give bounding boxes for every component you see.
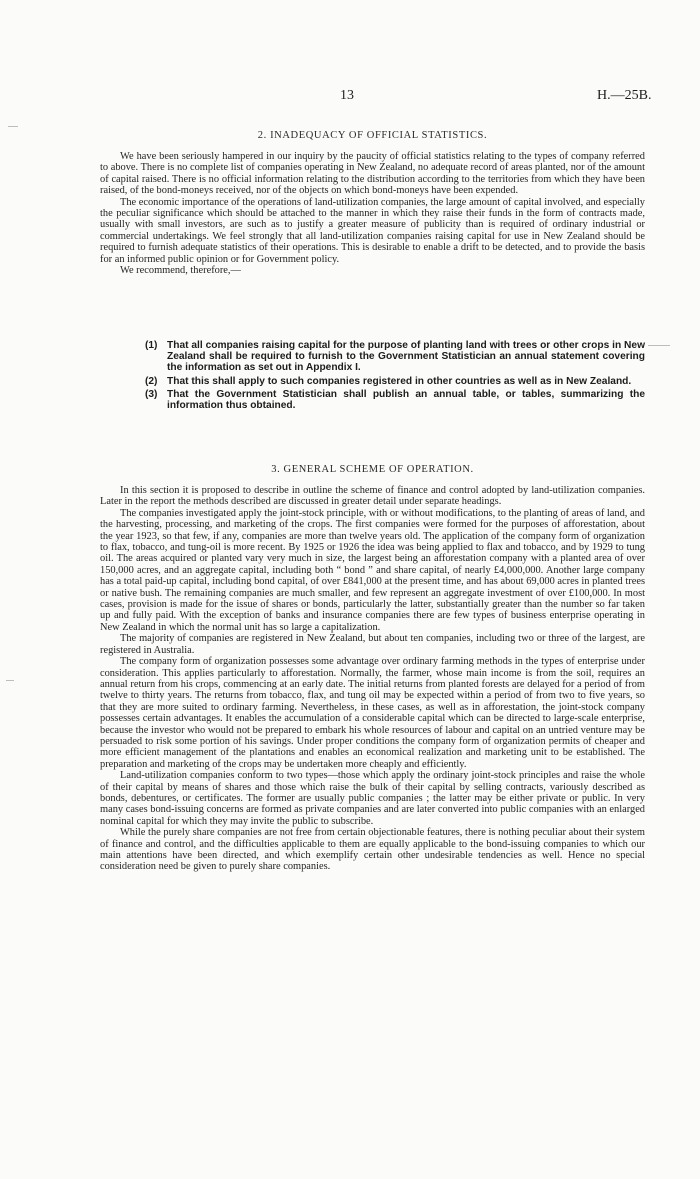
paragraph: In this section it is proposed to describe in outline the scheme of finance and control adopted by land-utilization companies. Later in the report the methods described are discussed in greater detail under separate headings. (100, 485, 645, 508)
section-heading-scheme: 3. GENERAL SCHEME OF OPERATION. (271, 464, 474, 475)
recommendation-list (145, 340, 645, 413)
paragraph: The economic importance of the operations of land-utilization companies, the large amount of capital involved, and especially the peculiar significance which should be attached to the manner in which they raise their funds in the form of contracts made, usually with small investors, are such as to justify a greater measure of publicity than is required of ordinary industrial or commercial undertakings. We feel strongly that all land-utilization companies raising capital for use in New Zealand should be required to furnish adequate statistics of their operations. This is desirable to enable a drift to be detected, and to provide the basis for an informed public opinion or for Government policy. (100, 196, 645, 265)
recommendation-item (145, 376, 645, 387)
section-body-scheme (100, 485, 645, 873)
recommendation-number: (3) (145, 388, 158, 400)
scan-mark (8, 126, 18, 127)
paragraph: While the purely share companies are not free from certain objectionable features, there is nothing peculiar about their system of finance and control, and the difficulties applicable to them are equally applicable to the bond-issuing companies to which our main attentions have been directed, and which exemplify certain other undesirable tendencies as well. Hence no special consideration need be given to purely share companies. (100, 827, 645, 873)
section-heading-inadequacy: 2. INADEQUACY OF OFFICIAL STATISTICS. (257, 130, 488, 141)
recommendation-text: That this shall apply to such companies registered in other countries as well as in New Zealand. (167, 375, 632, 387)
recommendation-text: That all companies raising capital for the purpose of planting land with trees or other crops in New Zealand shall be required to furnish to the Government Statistician an annual statement covering the information as set out in Appendix I. (167, 340, 645, 374)
paragraph: The companies investigated apply the joint-stock principle, with or without modifications, to the planting of areas of land, and the harvesting, processing, and marketing of the crops. The first companies were formed for the purposes of afforestation, about the year 1923, so that few, if any, companies are more than twelve years old. The application of the company form of organization to flax, tobacco, and tung-oil is more recent. By 1925 or 1926 the idea was being applied to flax and tobacco, and by 1929 to tung oil. The areas acquired or planted vary very much in size, the largest being an afforestation company with a planted area of over 150,000 acres, and an aggregate capital, including both “ bond ” and share capital, of nearly £4,000,000. Another large company has a total paid-up capital, including bond capital, of over £841,000 at the present time, and has about 69,000 acres in planted trees or native bush. The remaining companies are much smaller, and few represent an aggregate investment of over £100,000. In most cases, provision is made for the issue of shares or bonds, particularly the latter, substantially greater than the number so far taken up and fully paid. With the exception of banks and insurance companies there are few types of business enterprise operating in New Zealand in which the normal unit has so large a capitalization. (100, 507, 645, 633)
document-reference: H.—25B. (597, 88, 652, 103)
recommendation-number: (1) (145, 340, 158, 351)
recommendation-item (145, 389, 645, 411)
paragraph: Land-utilization companies conform to two types—those which apply the ordinary joint-stock principles and raise the whole of their capital by means of shares and those which raise the bulk of their capital by selling contracts, variously described as bonds, debentures, or certificates. The former are usually public companies ; the latter may be either private or public. In very many cases bond-issuing concerns are formed as private companies and are later converted into public companies with an enlarged nominal capital for which they may invite the public to subscribe. (100, 770, 645, 827)
recommendation-item (145, 340, 645, 374)
scan-mark (6, 680, 14, 681)
paragraph: We recommend, therefore,— (120, 265, 241, 277)
recommendation-number: (2) (145, 375, 158, 387)
section-body-inadequacy (100, 151, 645, 276)
paragraph: The company form of organization possesses some advantage over ordinary farming methods in the types of enterprise under consideration. This applies particularly to afforestation. Normally, the farmer, whose main income is from the soil, requires an annual return from his crops, commencing at an early date. The initial returns from planted forests are delayed for a period of from twelve to thirty years. The returns from tobacco, flax, and tung oil may be expected within a period of from two to five years, so that they are more suited to ordinary farming. Nevertheless, in these cases, as well as in afforestation, the joint-stock company possesses certain advantages. It enables the accumulation of a considerable capital which can be directed to large-scale enterprise, because the investor who would not be prepared to embark his whole resources of labour and capital on an untried venture may be persuaded to risk some portion of his savings. Under proper conditions the company form of organization permits of cheaper and more efficient management of the plantations and enables an economical realization and marketing unit to be established. The preparation and marketing of the crops may be undertaken more cheaply and efficiently. (100, 656, 645, 770)
recommendation-text: That the Government Statistician shall publish an annual table, or tables, summarizing the information thus obtained. (167, 388, 645, 412)
paragraph: The majority of companies are registered in New Zealand, but about ten companies, including two or three of the largest, are registered in Australia. (100, 633, 645, 656)
page-number: 13 (340, 88, 354, 103)
scan-mark (648, 345, 670, 346)
paragraph: We have been seriously hampered in our inquiry by the paucity of official statistics relating to the types of company referred to above. There is no complete list of companies operating in New Zealand, no adequate record of areas planted, nor of the amount of capital raised. There is no official information relating to the distribution according to the territories from which they have been raised, of the bond-moneys received, nor of the objects on which bond-moneys have been expended. (100, 151, 645, 197)
